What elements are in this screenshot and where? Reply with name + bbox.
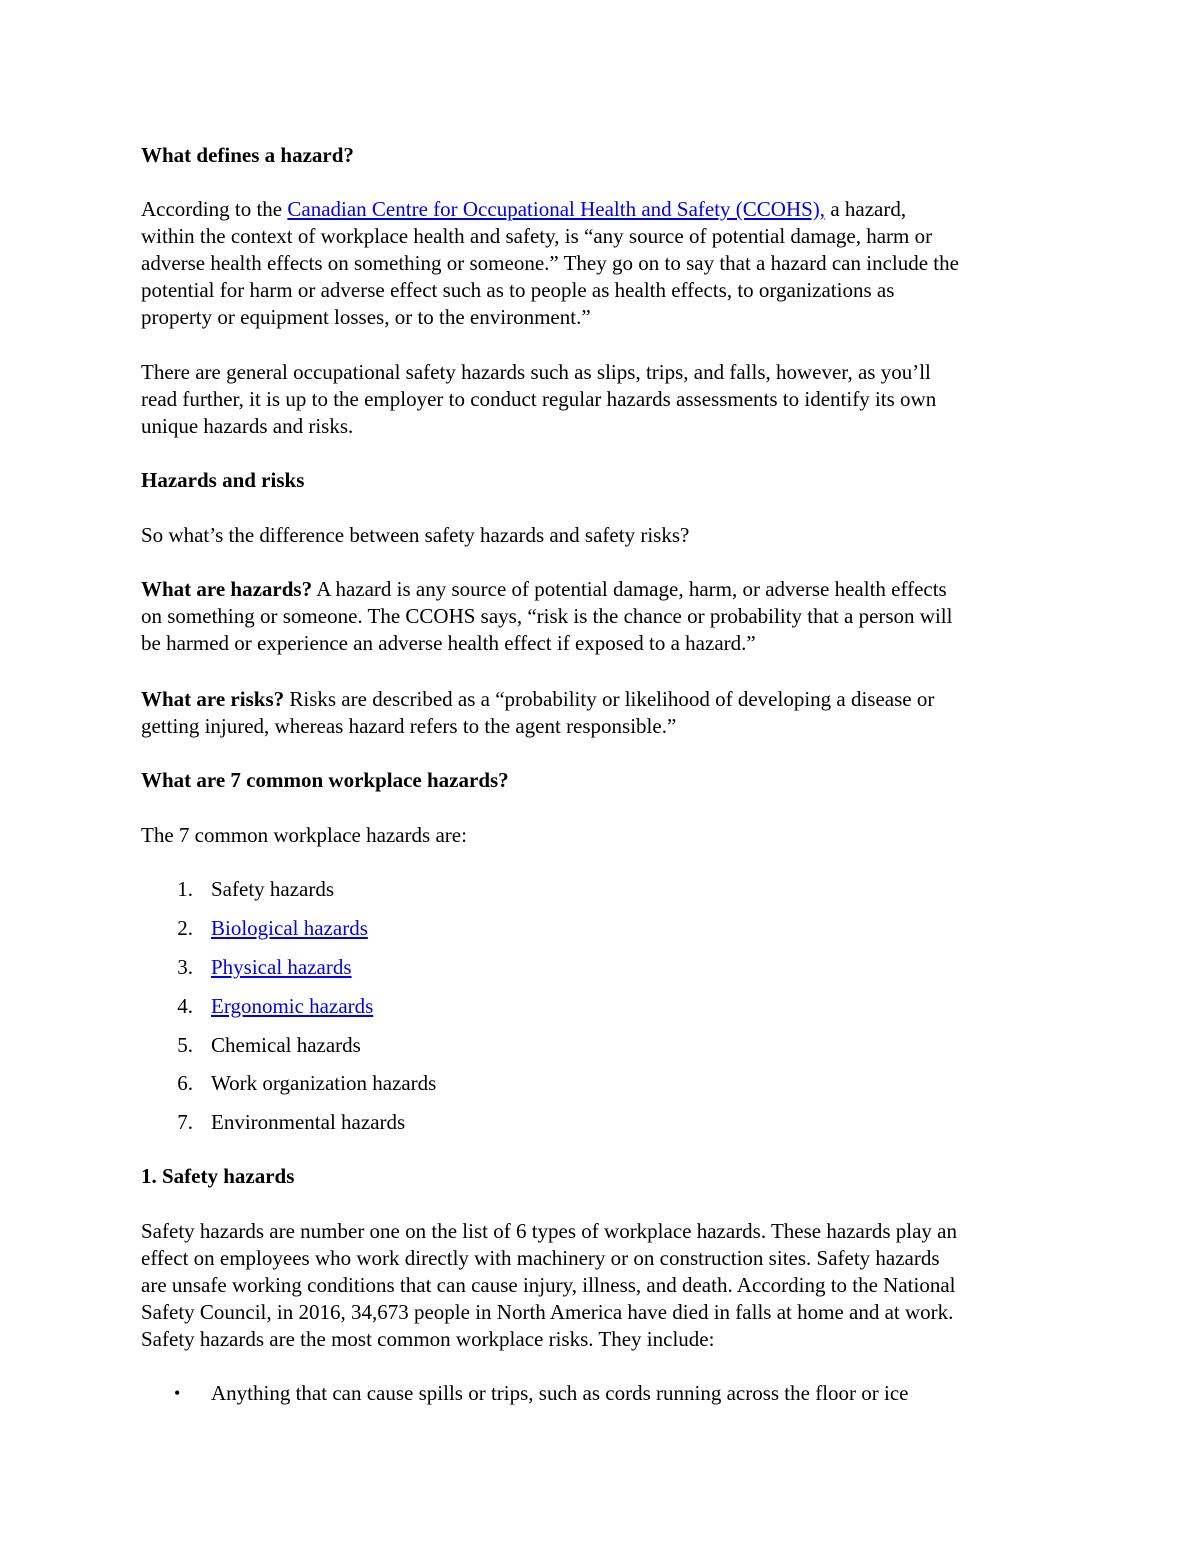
text-line: Safety hazards are the most common workplace risks. They include: [141, 1327, 715, 1351]
biological-hazards-link[interactable]: Biological hazards [211, 916, 368, 940]
bold-lead: What are risks? [141, 687, 285, 711]
document-page: What defines a hazard? According to the Canadian Centre for Occupational Health and Safety (CCOHS), a hazard, within the context of workplace health and safety, is “any source of potential damage, harm or adverse health effects on something or someone.” They go on to say that a hazard can include the potential for harm or adverse effect such as to people as health effects, to organizations as property or equipment losses, or to the environment.” There are general occupational safety hazards such as slips, trips, and falls, however, as you’ll read further, it is up to the employer to conduct regular hazards assessments to identify its own unique hazards and risks. Hazards and risks So what’s the difference between safety hazards and safety risks? What are hazards? A hazard is any source of potential damage, harm, or adverse health effects on something or someone. The CCOHS says, “risk is the chance or probability that a person will be harmed or experience an adverse health effect if exposed to a hazard.” What are risks? Risks are described as a “probability or likelihood of developing a disease or getting injured, whereas hazard refers to the agent responsible.” What are 7 common workplace hazards? The 7 common workplace hazards are: 1. Safety hazards 2. Biological hazards 3. Physical hazards 4. Ergonomic hazards 5. Chemical hazards 6. Work organization hazards 7. Environmental hazards 1. Safety hazards Safety hazards are number one on the list of 6 types of workplace hazards. These hazards play an effect on employees who work directly with machinery or on construction sites. Safety hazards are unsafe working conditions that can cause injury, illness, and death. According to the National Safety Council, in 2016, 34,673 people in North America have died in falls at home and at work. Safety hazards are the most common workplace risks. They include: • Anything that can cause spills or trips, such as cords running across the floor or ice [0, 0, 1200, 1553]
text-line: are unsafe working conditions that can cause injury, illness, and death. According to the National [141, 1273, 956, 1297]
text-line: effect on employees who work directly with machinery or on construction sites. Safety hazards [141, 1246, 940, 1270]
text-line [141, 576, 1071, 603]
list-item-text: Safety hazards [211, 877, 335, 901]
heading-safety-hazards: 1. Safety hazards [141, 1164, 295, 1188]
physical-hazards-link[interactable]: Physical hazards [211, 955, 352, 979]
text-line: on something or someone. The CCOHS says, “risk is the chance or probability that a person will [141, 604, 953, 628]
paragraph-safety-hazards [141, 1218, 1071, 1353]
heading-what-defines-hazard: What defines a hazard? [141, 143, 354, 167]
text-line: getting injured, whereas hazard refers to the agent responsible.” [141, 714, 677, 738]
paragraph-what-are-risks [141, 686, 1071, 740]
paragraph-ccohs-definition [141, 196, 1071, 331]
text-line: There are general occupational safety hazards such as slips, trips, and falls, however, as you’ll [141, 360, 931, 384]
bold-lead: What are hazards? [141, 577, 313, 601]
heading-hazards-and-risks: Hazards and risks [141, 468, 305, 492]
paragraph-general-hazards [141, 359, 1071, 440]
text-line [141, 196, 1071, 223]
heading-seven-common-hazards: What are 7 common workplace hazards? [141, 768, 509, 792]
bullet-icon: • [174, 1383, 181, 1403]
text-line: read further, it is up to the employer to conduct regular hazards assessments to identify its own [141, 387, 937, 411]
list-item-text: Chemical hazards [211, 1033, 361, 1057]
text-run: A hazard is any source of potential damage, harm, or adverse health effects [312, 577, 947, 601]
ccohs-link[interactable]: Canadian Centre for Occupational Health and Safety (CCOHS), [287, 197, 826, 221]
paragraph-list-intro: The 7 common workplace hazards are: [141, 823, 467, 847]
text-run: Risks are described as a “probability or likelihood of developing a disease or [284, 687, 935, 711]
text-line: within the context of workplace health and safety, is “any source of potential damage, harm or [141, 224, 933, 248]
ergonomic-hazards-link[interactable]: Ergonomic hazards [211, 994, 374, 1018]
text-line: Safety Council, in 2016, 34,673 people in North America have died in falls at home and at work. [141, 1300, 954, 1324]
paragraph-difference: So what’s the difference between safety hazards and safety risks? [141, 523, 690, 547]
text-run: According to the [141, 197, 288, 221]
list-item-text: Work organization hazards [211, 1071, 437, 1095]
text-line: Safety hazards are number one on the list of 6 types of workplace hazards. These hazards play an [141, 1219, 957, 1243]
bullet-item-text: Anything that can cause spills or trips, such as cords running across the floor or ice [211, 1381, 909, 1405]
text-line: adverse health effects on something or someone.” They go on to say that a hazard can include the [141, 251, 959, 275]
text-line: be harmed or experience an adverse health effect if exposed to a hazard.” [141, 631, 756, 655]
list-item-text: Environmental hazards [211, 1110, 406, 1134]
text-run: a hazard, [825, 197, 907, 221]
text-line: unique hazards and risks. [141, 414, 354, 438]
text-line [141, 686, 1071, 713]
paragraph-what-are-hazards [141, 576, 1071, 657]
text-line: potential for harm or adverse effect such as to people as health effects, to organizations as [141, 278, 895, 302]
text-line: property or equipment losses, or to the environment.” [141, 305, 591, 329]
